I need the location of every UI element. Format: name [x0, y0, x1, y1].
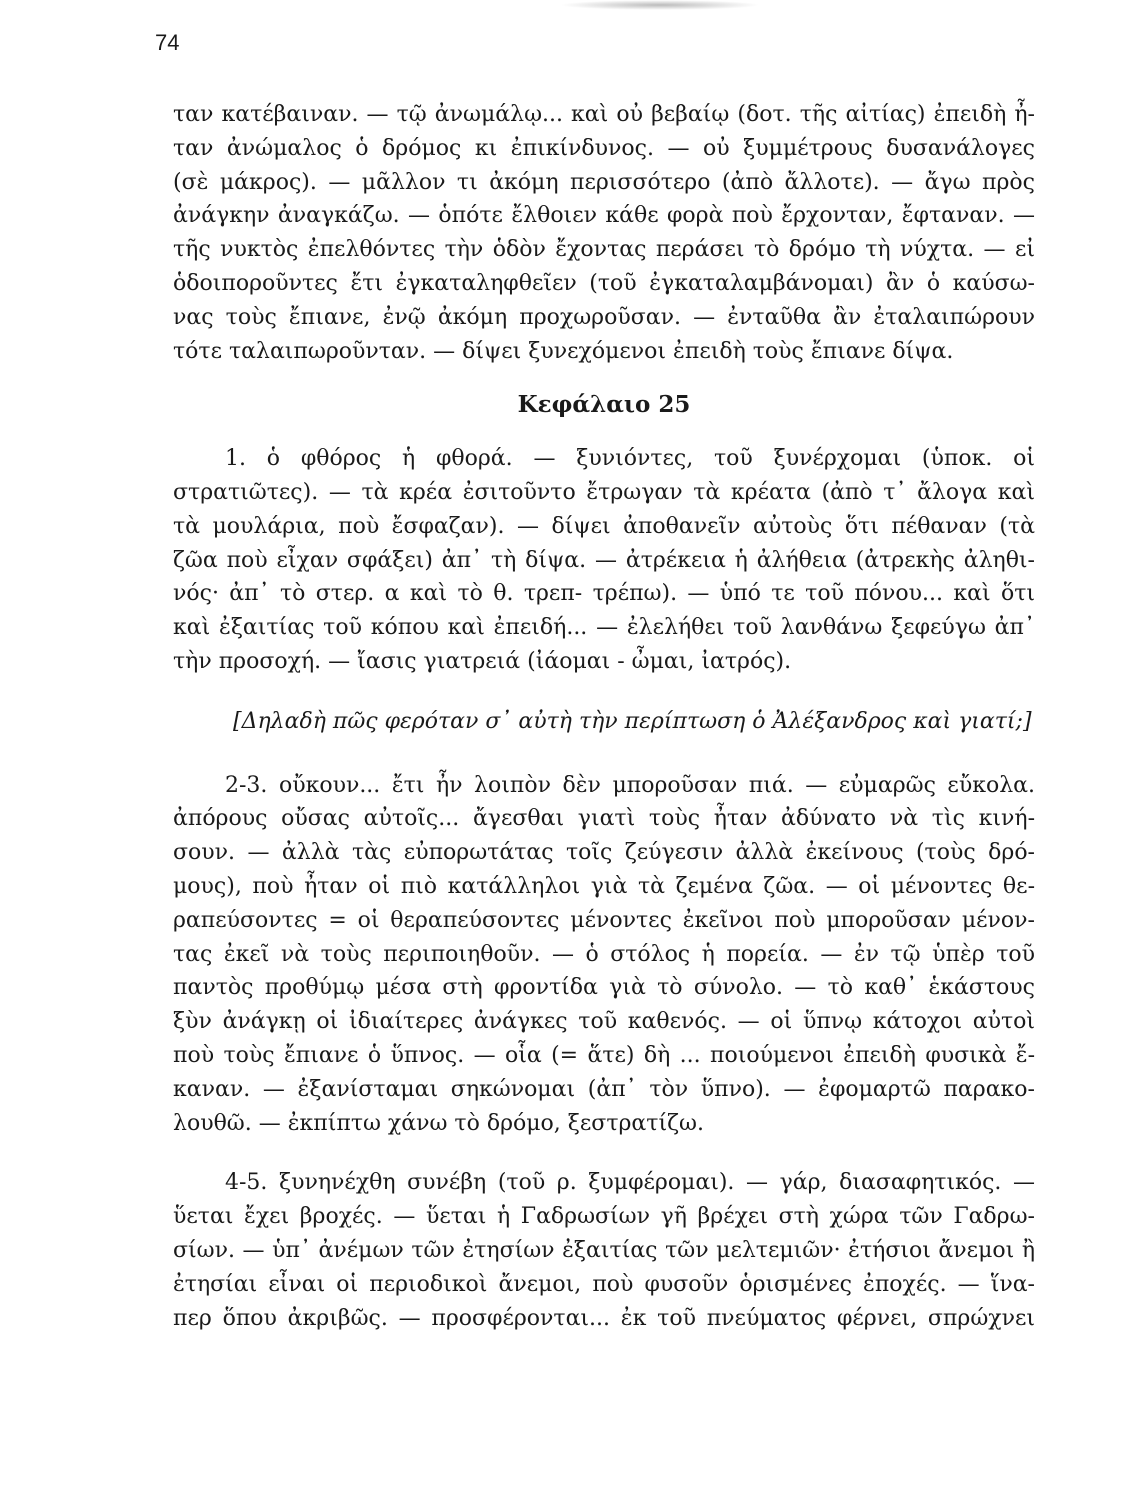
text-line: καναν. — ἐξανίσταμαι σηκώνομαι (ἀπ᾽ τὸν ὕπνο). — ἐφομαρτῶ παρακο- [173, 1076, 1035, 1102]
bleed-through-shadow [560, 0, 760, 10]
text-line: ἀνάγκην ἀναγκάζω. — ὁπότε ἔλθοιεν κάθε φορὰ ποὺ ἔρχονταν, ἔφταναν. — [173, 203, 1035, 229]
text-line: 4-5. ξυνηνέχθη συνέβη (τοῦ ρ. ξυμφέρομαι). — γάρ, διασαφητικός. — [225, 1170, 1035, 1196]
paragraph-section-1 [173, 442, 1035, 679]
text-line: μους), ποὺ ἦταν οἱ πιὸ κατάλληλοι γιὰ τὰ ζεμένα ζῶα. — οἱ μένοντες θε- [173, 873, 1035, 899]
page-body [173, 98, 1035, 1335]
text-line: ταν κατέβαιναν. — τῷ ἀνωμάλῳ... καὶ οὐ βεβαίῳ (δοτ. τῆς αἰτίας) ἐπειδὴ ἦ- [173, 102, 1035, 127]
chapter-heading: Κεφάλαιο 25 [517, 391, 691, 419]
text-line: στρατιῶτες). — τὰ κρέα ἐσιτοῦντο ἔτρωγαν τὰ κρέατα (ἀπὸ τ᾽ ἄλογα καὶ [173, 479, 1035, 505]
study-question: [Δηλαδὴ πῶς φερόταν σ᾽ αὐτὴ τὴν περίπτωση ὁ Ἀλέξανδρος καὶ γιατί;] [233, 708, 1032, 734]
text-line: ἀπόρους οὔσας αὐτοῖς... ἄγεσθαι γιατὶ τοὺς ἦταν ἀδύνατο νὰ τὶς κινή- [173, 806, 1035, 832]
text-line: 1. ὁ φθόρος ἡ φθορά. — ξυνιόντες, τοῦ ξυνέρχομαι (ὑποκ. οἱ [225, 446, 1035, 472]
text-line: περ ὅπου ἀκριβῶς. — προσφέρονται... ἐκ τοῦ πνεύματος φέρνει, σπρώχνει [173, 1305, 1035, 1331]
text-line: παντὸς προθύμῳ μέσα στὴ φροντίδα γιὰ τὸ σύνολο. — τὸ καθ᾽ ἑκάστους [173, 975, 1035, 1001]
text-line: ὁδοιποροῦντες ἔτι ἐγκαταληφθεῖεν (τοῦ ἐγκαταλαμβάνομαι) ἂν ὁ καύσω- [173, 270, 1035, 296]
page-number: 74 [155, 30, 180, 55]
text-line: ταν ἀνώμαλος ὁ δρόμος κι ἐπικίνδυνος. — οὐ ξυμμέτρους δυσανάλογες [173, 135, 1035, 161]
text-line: ραπεύσοντες = οἱ θεραπεύσοντες μένοντες ἐκεῖνοι ποὺ μποροῦσαν μένον- [173, 907, 1035, 933]
text-line: ποὺ τοὺς ἔπιανε ὁ ὕπνος. — οἷα (= ἅτε) δὴ ... ποιούμενοι ἐπειδὴ φυσικὰ ἔ- [173, 1042, 1035, 1068]
text-line: τότε ταλαιπωροῦνταν. — δίψει ξυνεχόμενοι ἐπειδὴ τοὺς ἔπιανε δίψα. [173, 338, 954, 364]
text-line: ἐτησίαι εἶναι οἱ περιοδικοὶ ἄνεμοι, ποὺ φυσοῦν ὁρισμένες ἐποχές. — ἵνα- [173, 1271, 1035, 1297]
text-line: τὰ μουλάρια, ποὺ ἔσφαζαν). — δίψει ἀποθανεῖν αὐτοὺς ὅτι πέθαναν (τὰ [173, 513, 1035, 539]
text-line: σίων. — ὑπ᾽ ἀνέμων τῶν ἐτησίων ἐξαιτίας τῶν μελτεμιῶν· ἐτήσιοι ἄνεμοι ἢ [173, 1237, 1035, 1263]
paragraph-chapter-24-end [173, 98, 1035, 368]
text-line: (σὲ μάκρος). — μᾶλλον τι ἀκόμη περισσότερο (ἀπὸ ἄλλοτε). — ἄγω πρὸς [173, 169, 1035, 195]
text-line: σουν. — ἀλλὰ τὰς εὐπορωτάτας τοῖς ζεύγεσιν ἀλλὰ ἐκείνους (τοὺς δρό- [173, 840, 1035, 866]
text-line: λουθῶ. — ἐκπίπτω χάνω τὸ δρόμο, ξεστρατίζω. [173, 1110, 704, 1136]
text-line: ξὺν ἀνάγκῃ οἱ ἰδιαίτερες ἀνάγκες τοῦ καθενός. — οἱ ὕπνῳ κάτοχοι αὐτοὶ [173, 1009, 1035, 1035]
text-line: 2-3. οὔκουν... ἔτι ἦν λοιπὸν δὲν μποροῦσαν πιά. — εὐμαρῶς εὔκολα. [225, 772, 1035, 798]
text-line: τας ἐκεῖ νὰ τοὺς περιποιηθοῦν. — ὁ στόλος ἡ πορεία. — ἐν τῷ ὑπὲρ τοῦ [173, 941, 1035, 967]
paragraph-sections-4-5 [173, 1166, 1035, 1335]
text-line: καὶ ἐξαιτίας τοῦ κόπου καὶ ἐπειδή... — ἐλελήθει τοῦ λανθάνω ξεφεύγω ἀπ᾽ [173, 615, 1035, 641]
text-line: τὴν προσοχή. — ἴασις γιατρειά (ἰάομαι - ὦμαι, ἰατρός). [173, 648, 792, 674]
text-line: ζῶα ποὺ εἶχαν σφάξει) ἀπ᾽ τὴ δίψα. — ἀτρέκεια ἡ ἀλήθεια (ἀτρεκὴς ἀληθι- [173, 547, 1035, 573]
text-line: τῆς νυκτὸς ἐπελθόντες τὴν ὁδὸν ἔχοντας περάσει τὸ δρόμο τὴ νύχτα. — εἰ [173, 237, 1035, 263]
text-line: ὕεται ἔχει βροχές. — ὕεται ἡ Γαδρωσίων γῆ βρέχει στὴ χώρα τῶν Γαδρω- [173, 1204, 1035, 1230]
text-line: νας τοὺς ἔπιανε, ἐνῷ ἀκόμη προχωροῦσαν. — ἐνταῦθα ἂν ἐταλαιπώρουν [173, 304, 1035, 330]
paragraph-sections-2-3 [173, 769, 1035, 1141]
text-line: νός· ἀπ᾽ τὸ στερ. α καὶ τὸ θ. τρεπ- τρέπω). — ὑπό τε τοῦ πόνου... καὶ ὅτι [173, 581, 1035, 607]
